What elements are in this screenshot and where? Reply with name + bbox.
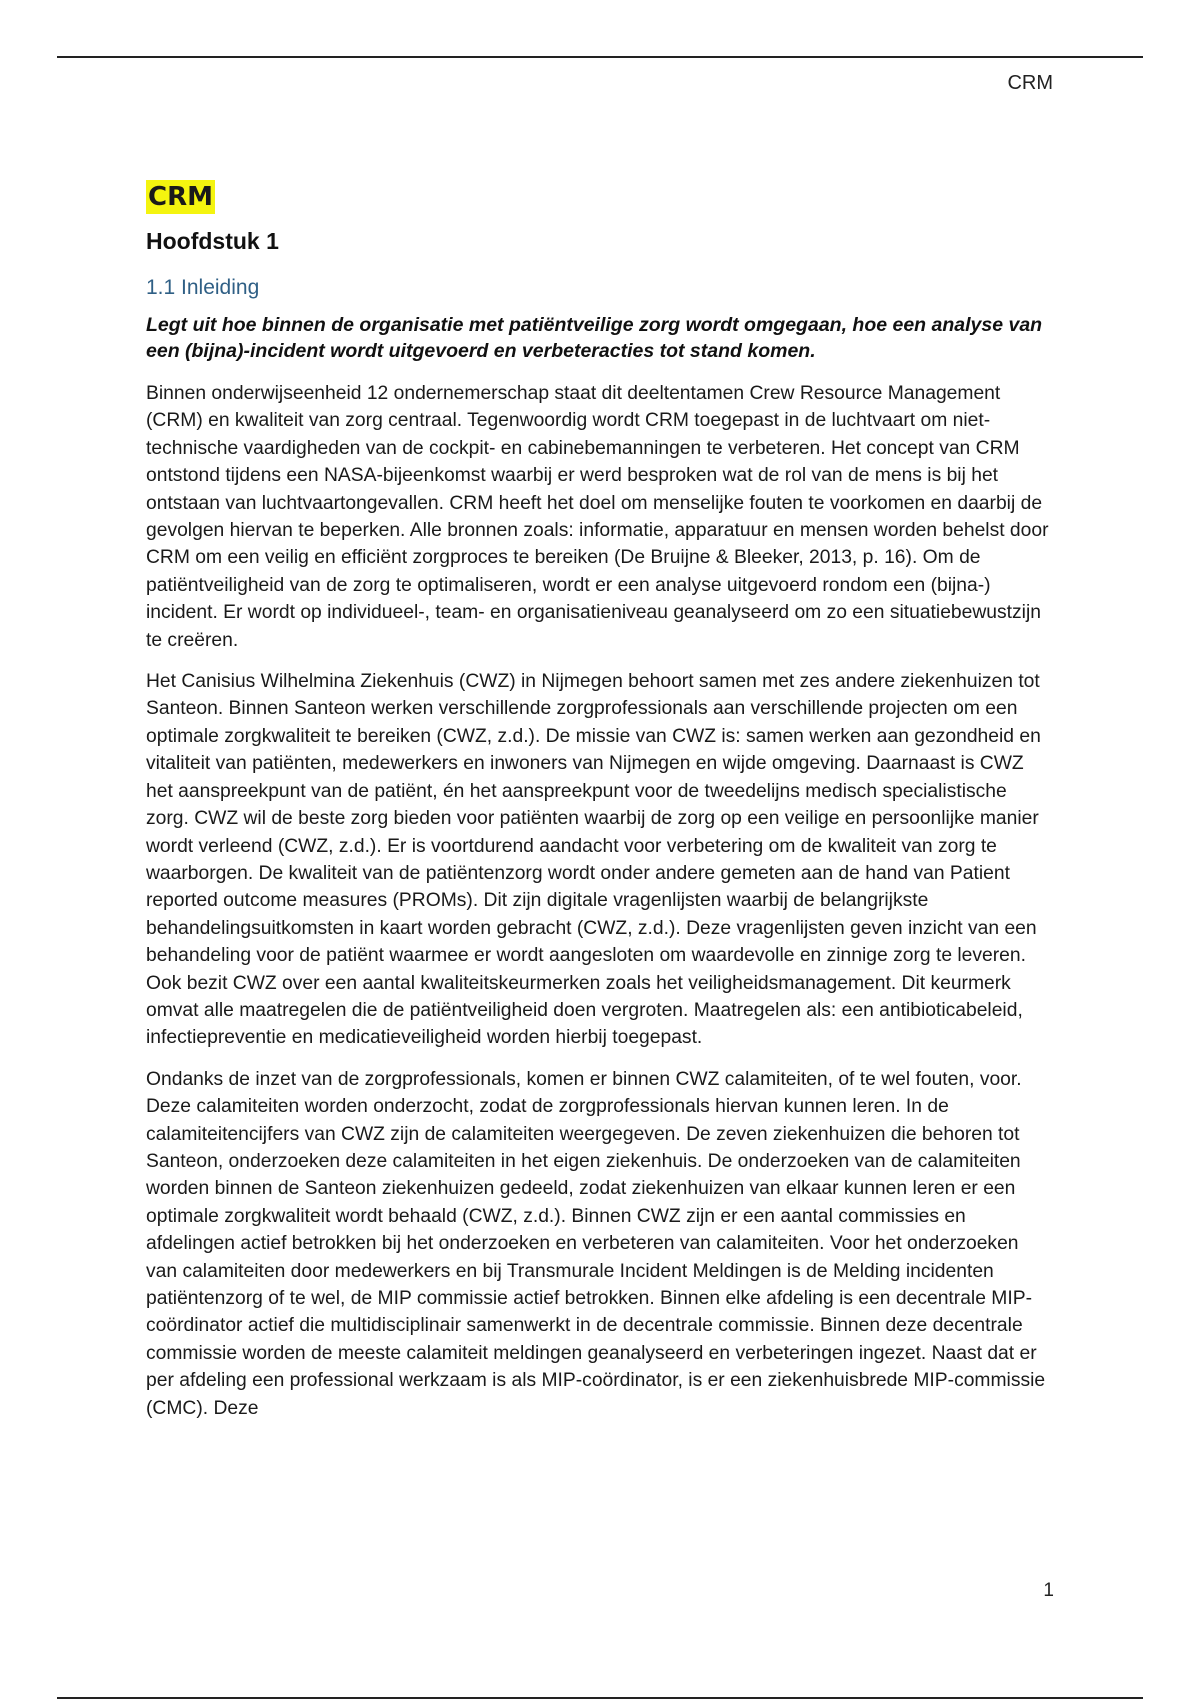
page-body	[146, 180, 1054, 1436]
paragraph-calamiteiten: Ondanks de inzet van de zorgprofessionals, komen er binnen CWZ calamiteiten, of te wel fouten, voor. Deze calamiteiten worden onderzocht, zodat de zorgprofessionals hiervan kunnen leren. In de calamiteitencijfers van CWZ zijn de calamiteiten weergegeven. De zeven ziekenhuizen die behoren tot Santeon, onderzoeken deze calamiteiten in het eigen ziekenhuis. De onderzoeken van de calamiteiten worden binnen de Santeon ziekenhuizen gedeeld, zodat ziekenhuizen van elkaar kunnen leren er een optimale zorgkwaliteit wordt behaald (CWZ, z.d.). Binnen CWZ zijn er een aantal commissies en afdelingen actief betrokken bij het onderzoeken en verbeteren van calamiteiten. Voor het onderzoeken van calamiteiten door medewerkers en bij Transmurale Incident Meldingen is de Melding incidenten patiëntenzorg of te wel, de MIP commissie actief betrokken. Binnen elke afdeling is een decentrale MIP-coördinator actief die multidisciplinair samenwerkt in de decentrale commissie. Binnen deze decentrale commissie worden de meeste calamiteit meldingen geanalyseerd en verbeteringen ingezet. Naast dat er per afdeling een professional werkzaam is als MIP-coördinator, is er een ziekenhuisbrede MIP-commissie (CMC). Deze	[146, 1068, 1046, 1419]
learning-objective: Legt uit hoe binnen de organisatie met patiëntveilige zorg wordt omgegaan, hoe een analyse van een (bijna)-incident wordt uitgevoerd en verbeteracties tot stand komen.	[146, 314, 1043, 362]
page-number: 1	[1043, 1580, 1054, 1601]
paragraph-intro: Binnen onderwijseenheid 12 ondernemerschap staat dit deeltentamen Crew Resource Management (CRM) en kwaliteit van zorg centraal. Tegenwoordig wordt CRM toegepast in de luchtvaart om niet-technische vaardigheden van de cockpit- en cabinebemanningen te verbeteren. Het concept van CRM ontstond tijdens een NASA-bijeenkomst waarbij er werd besproken wat de rol van de mens is bij het ontstaan van luchtvaartongevallen. CRM heeft het doel om menselijke fouten te voorkomen en daarbij de gevolgen hiervan te beperken. Alle bronnen zoals: informatie, apparatuur en mensen worden behelst door CRM om een veilig en efficiënt zorgproces te bereiken (De Bruijne & Bleeker, 2013, p. 16). Om de patiëntveiligheid van de zorg te optimaliseren, wordt er een analyse uitgevoerd rondom een (bijna-) incident. Er wordt op individueel-, team- en organisatieniveau geanalyseerd om zo een situatiebewustzijn te creëren.	[146, 383, 1049, 651]
paragraph-cwz: Het Canisius Wilhelmina Ziekenhuis (CWZ) in Nijmegen behoort samen met zes andere ziekenhuizen tot Santeon. Binnen Santeon werken verschillende zorgprofessionals aan verschillende projecten om een optimale zorgkwaliteit te bereiken (CWZ, z.d.). De missie van CWZ is: samen werken aan gezondheid en vitaliteit van patiënten, medewerkers en inwoners van Nijmegen en wijde omgeving. Daarnaast is CWZ het aanspreekpunt van de patiënt, én het aanspreekpunt voor de tweedelijns medisch specialistische zorg. CWZ wil de beste zorg bieden voor patiënten waarbij de zorg op een veilige en persoonlijke manier wordt verleend (CWZ, z.d.). Er is voortdurend aandacht voor verbetering om de kwaliteit van zorg te waarborgen. De kwaliteit van de patiëntenzorg wordt onder andere gemeten aan de hand van Patient reported outcome measures (PROMs). Dit zijn digitale vragenlijsten waarbij de belangrijkste behandelingsuitkomsten in kaart worden gebracht (CWZ, z.d.). Deze vragenlijsten geven inzicht van een behandeling voor de patiënt waarmee er wordt aangesloten om waardevolle en zinnige zorg te leveren. Ook bezit CWZ over een aantal kwaliteitskeurmerken zoals het veiligheidsmanagement. Dit keurmerk omvat alle maatregelen die de patiëntveiligheid doen vergroten. Maatregelen als: een antibioticabeleid, infectiepreventie en medicatieveiligheid worden hierbij toegepast.	[146, 671, 1041, 1049]
running-header: CRM	[1007, 72, 1053, 94]
section-heading: 1.1 Inleiding	[146, 276, 260, 299]
document-title: CRM	[148, 182, 213, 212]
chapter-heading: Hoofdstuk 1	[146, 228, 279, 254]
bottom-rule	[57, 1697, 1143, 1699]
top-rule	[57, 56, 1143, 58]
